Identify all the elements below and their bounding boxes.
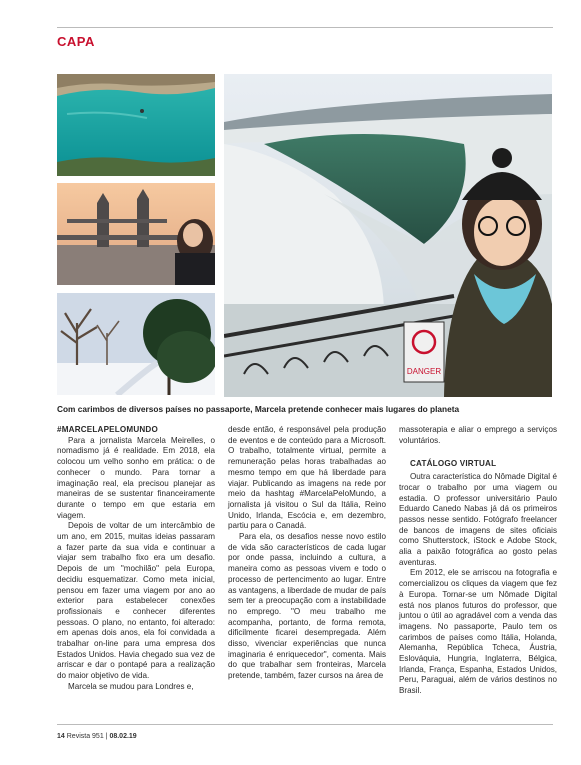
subheading-catalogo-virtual: CATÁLOGO VIRTUAL bbox=[410, 459, 497, 469]
hashtag-heading: #MARCELAPELOMUNDO bbox=[57, 425, 158, 434]
paragraph: Outra característica do Nômade Digital é trocar o trabalho por uma viagem ou estadia. O professor universitário Paulo Eduardo Canedo Nabas já dá os primeiros passos nesse sentido. Fotógrafo freelancer de bancos de imagens de sites oficiais como Shutterstock, iStock e Adobe Stock, alia a paixão fotográfica ao gosto pelas aventuras. bbox=[399, 472, 557, 567]
top-rule bbox=[57, 27, 553, 28]
section-label: CAPA bbox=[57, 34, 95, 49]
paragraph: Marcela se mudou para Londres e, bbox=[68, 681, 194, 691]
photo-tower-bridge bbox=[57, 183, 215, 285]
photo-caption: Com carimbos de diversos países no passaporte, Marcela pretende conhecer mais lugares do planeta bbox=[57, 404, 460, 414]
issue-date: 08.02.19 bbox=[109, 733, 137, 740]
footer-separator: | bbox=[105, 733, 108, 740]
page-number: 14 bbox=[57, 733, 65, 740]
article-column-2 bbox=[228, 425, 386, 682]
article-column-1 bbox=[57, 425, 215, 693]
page-footer bbox=[57, 733, 137, 740]
danger-sign-text: DANGER bbox=[406, 367, 442, 376]
paragraph: Para a jornalista Marcela Meirelles, o nomadismo já é realidade. Em 2018, ela colocou um velho sonho em prática: o de conhecer o mundo. Para tornar a imaginação real, ela precisou planejar as maneiras de se sustentar financeiramente durante o tempo em que estaria em viagem. bbox=[57, 435, 215, 520]
photo-turquoise-water bbox=[57, 74, 215, 176]
bottom-rule bbox=[57, 724, 553, 725]
paragraph: desde então, é responsável pela produção de eventos e de conteúdo para a Microsoft. O trabalho, totalmente virtual, permite a remuneração pelas horas trabalhadas ao mesmo tempo em que há liberdade para viajar. Publicando as imagens na rede por meio da hashtag #MarcelaPeloMundo, a jornalista já visitou o Sul da Itália, Reino Unido, Irlanda, Escócia e, em dezembro, partiu para o Canadá. bbox=[228, 425, 386, 531]
article-column-3 bbox=[399, 425, 557, 697]
paragraph: massoterapia e aliar o emprego a serviços voluntários. bbox=[399, 425, 557, 445]
photo-snowy-park bbox=[57, 293, 215, 395]
paragraph: Em 2012, ele se arriscou na fotografia e comercializou os cliques da viagem que fez à Europa. Tornar-se um Nômade Digital está nos planos futuros do professor, que juntou o útil ao agradável com a venda das imagens. No passaporte, Paulo tem os carimbos de países como Itália, Holanda, Alemanha, República Tcheca, Áustria, Eslováquia, Hungria, Inglaterra, Bélgica, Irlanda, França, Espanha, Estados Unidos, Peru, Paraguai, além de vários destinos no Brasil. bbox=[399, 568, 557, 696]
paragraph: Depois de voltar de um intercâmbio de um ano, em 2015, muitas ideias passaram a fazer parte da sua vida e continuar a viajar sem trabalho fixo era um desafio. Depois de um "mochilão" pela Europa, decidiu esquematizar. Como meta inicial, pensou em fazer uma viagem por ano ao exterior para estabelecer conexões profissionais e conhecer diferentes pessoas. O plano, no entanto, foi alterado: em apenas dois anos, ela foi convidada a trabalhar on-line para uma empresa dos Estados Unidos. Havia chegado sua vez de arriscar e dar o pontapé para a realização do maior objetivo de vida. bbox=[57, 521, 215, 681]
photo-niagara-falls bbox=[224, 74, 552, 397]
magazine-name: Revista 951 bbox=[66, 733, 104, 740]
paragraph: Para ela, os desafios nesse novo estilo de vida são característicos de cada lugar por onde passa, incluindo a cultura, a maneira como as pessoas vivem e todo o processo de pertencimento ao lugar. Entre as vantagens, a liberdade de mudar de país sem ter a preocupação com a instabilidade no emprego. "O meu trabalho me acompanha, portanto, de forma remota, dificilmente ficarei desempregada. Além disso, vivenciar experiências que nunca imaginaria é enriquecedor", comenta. Mais do que trabalhar sem fronteiras, Marcela pretende, também, fazer cursos na área de bbox=[228, 532, 386, 681]
